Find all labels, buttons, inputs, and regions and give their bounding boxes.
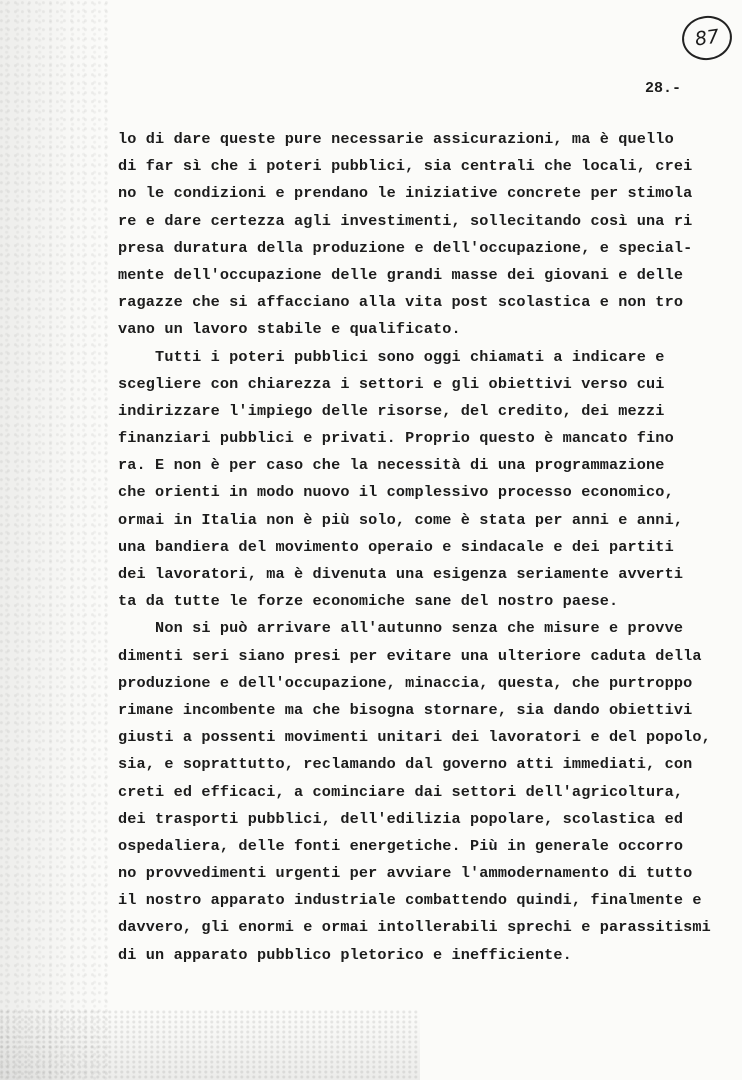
text-line: presa duratura della produzione e dell'occupazione, e special-: [118, 238, 693, 257]
text-line: no le condizioni e prendano le iniziative concrete per stimola: [118, 184, 693, 203]
text-line: che orienti in modo nuovo il complessivo processo economico,: [118, 483, 674, 502]
scan-bottom-noise: [0, 1010, 420, 1080]
text-line: mente dell'occupazione delle grandi masse dei giovani e delle: [118, 265, 684, 284]
page-number: 28.-: [645, 80, 682, 97]
text-line: di far sì che i poteri pubblici, sia centrali che locali, crei: [118, 157, 693, 176]
text-line: davvero, gli enormi e ormai intollerabili sprechi e parassitismi: [118, 918, 711, 937]
text-line: rimane incombente ma che bisogna stornare, sia dando obiettivi: [118, 700, 693, 719]
text-line: dei lavoratori, ma è divenuta una esigenza seriamente avverti: [118, 565, 684, 583]
text-line: finanziari pubblici e privati. Proprio questo è mancato fino: [118, 429, 674, 448]
text-line: una bandiera del movimento operaio e sindacale e dei partiti: [118, 537, 674, 556]
text-line: di un apparato pubblico pletorico e inefficiente.: [118, 945, 572, 964]
text-line: sia, e soprattutto, reclamando dal governo atti immediati, con: [118, 755, 693, 774]
handwritten-page-stamp: 87: [679, 13, 735, 64]
text-line: dei trasporti pubblici, dell'edilizia popolare, scolastica ed: [118, 809, 684, 828]
text-line: scegliere con chiarezza i settori e gli obiettivi verso cui: [118, 374, 665, 393]
text-line: ta da tutte le forze economiche sane del nostro paese.: [118, 592, 619, 611]
text-line: giusti a possenti movimenti unitari dei lavoratori e del popolo,: [118, 728, 711, 747]
text-line: ospedaliera, delle fonti energetiche. Più in generale occorro: [118, 836, 684, 855]
text-line: ragazze che si affacciano alla vita post scolastica e non tro: [118, 293, 684, 312]
document-body: [118, 126, 738, 969]
text-line: produzione e dell'occupazione, minaccia, questa, che purtroppo: [118, 673, 693, 692]
text-line: creti ed efficaci, a cominciare dai settori dell'agricoltura,: [118, 782, 684, 801]
scan-edge-noise: [0, 0, 110, 1080]
text-line: lo di dare queste pure necessarie assicurazioni, ma è quello: [118, 130, 674, 148]
text-line: Tutti i poteri pubblici sono oggi chiamati a indicare e: [118, 347, 665, 366]
text-line: vano un lavoro stabile e qualificato.: [118, 320, 461, 339]
text-line: indirizzare l'impiego delle risorse, del credito, dei mezzi: [118, 401, 665, 420]
text-line: Non si può arrivare all'autunno senza che misure e provve: [118, 619, 684, 638]
text-line: il nostro apparato industriale combattendo quindi, finalmente e: [118, 891, 702, 910]
text-line: ra. E non è per caso che la necessità di una programmazione: [118, 456, 665, 475]
text-line: no provvedimenti urgenti per avviare l'ammodernamento di tutto: [118, 864, 693, 883]
text-line: ormai in Italia non è più solo, come è stata per anni e anni,: [118, 510, 684, 529]
text-line: re e dare certezza agli investimenti, sollecitando così una ri: [118, 211, 693, 230]
text-line: dimenti seri siano presi per evitare una ulteriore caduta della: [118, 646, 702, 665]
